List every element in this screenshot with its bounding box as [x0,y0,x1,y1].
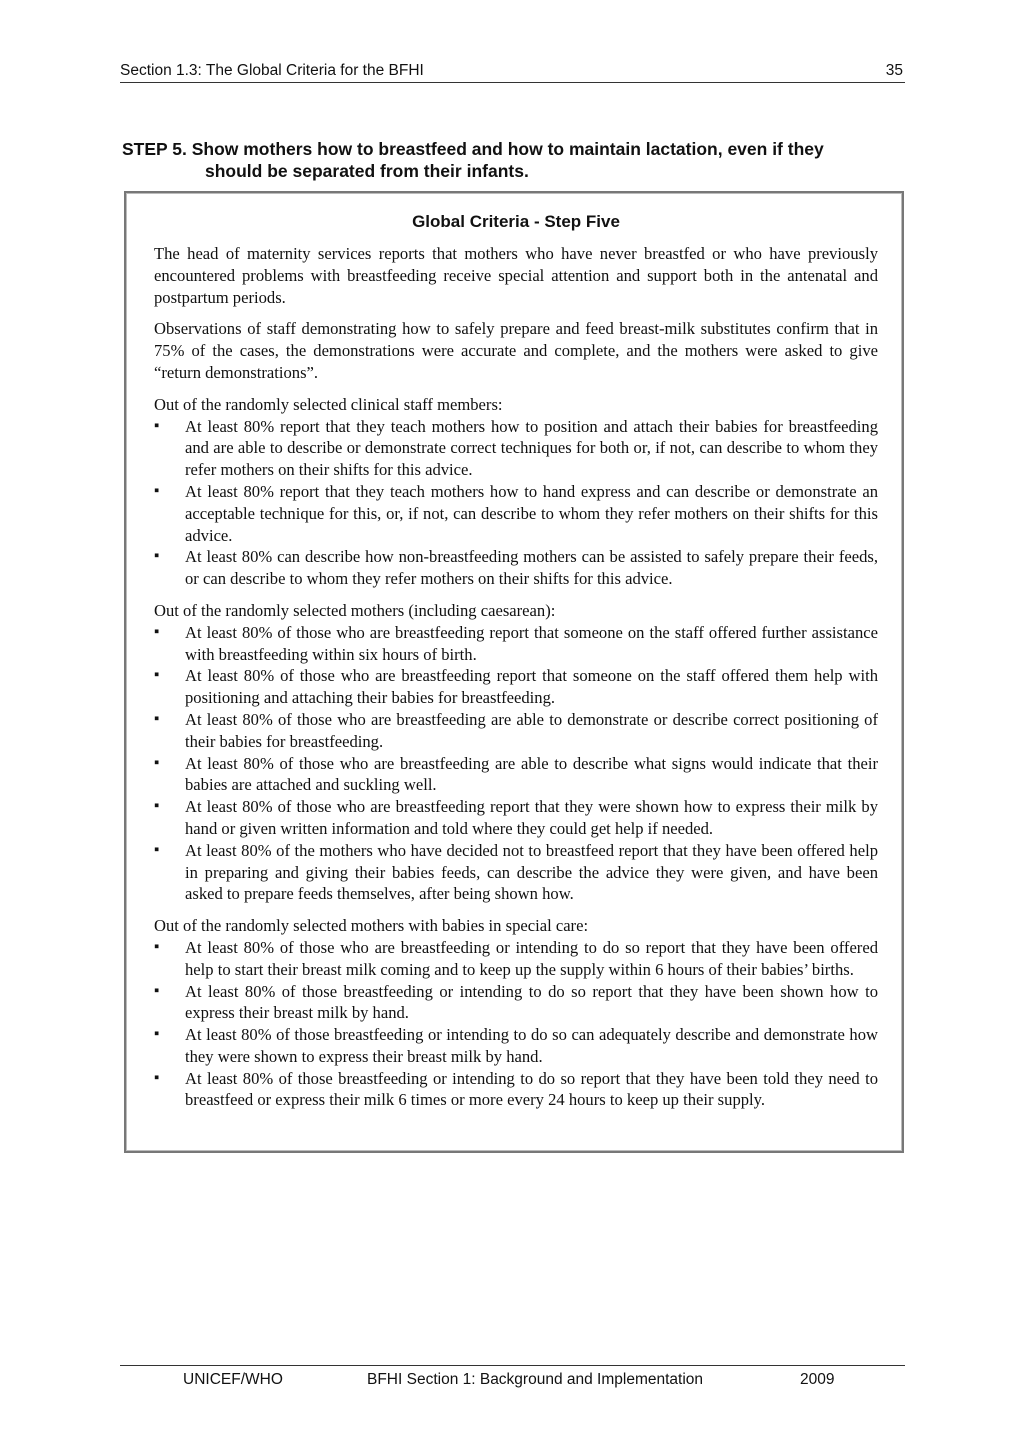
paragraph-observations: Observations of staff demonstrating how to safely prepare and feed breast-milk substitutes confirm that in 75% of the cases, the demonstrations were accurate and complete, and the mothers were asked to give “return demonstrations”. [154,319,878,382]
page-number: 35 [885,62,903,79]
criteria-list-staff [154,416,878,590]
list-item: ▪ At least 80% of those who are breastfeeding or intending to do so report that they have been offered help to start their breast milk coming and to keep up the supply within 6 hours of their babies’ births. [154,937,878,981]
paragraph-head-of-services: The head of maternity services reports that mothers who have never breastfed or who have previously encountered problems with breastfeeding receive special attention and support both in the antenatal and postpartum periods. [154,244,878,307]
criteria-list-special-care [154,937,878,1111]
list-item: ▪ At least 80% of those who are breastfeeding report that someone on the staff offered them help with positioning and attaching their babies for breastfeeding. [154,665,878,709]
list-item: ▪ At least 80% report that they teach mothers how to hand express and can describe or demonstrate an acceptable technique for this, or, if not, can describe to whom they refer mothers on their shifts for this advice. [154,481,878,546]
list-item: ▪ At least 80% can describe how non-breastfeeding mothers can be assisted to safely prepare their feeds, or can describe to whom they refer mothers on their shifts for this advice. [154,546,878,590]
list-item: ▪ At least 80% of those who are breastfeeding are able to demonstrate or describe correct positioning of their babies for breastfeeding. [154,709,878,753]
criteria-box [124,191,904,1153]
page-header [120,60,905,83]
step-heading-line1: STEP 5. Show mothers how to breastfeed and how to maintain lactation, even if they [122,139,824,159]
list-item: ▪ At least 80% of those breastfeeding or intending to do so report that they have been shown how to express their breast milk by hand. [154,981,878,1025]
list-item: ▪ At least 80% of the mothers who have decided not to breastfeed report that they have been offered help in preparing and giving their babies feeds, can describe the advice they were given, and have been asked to prepare feeds themselves, after being shown how. [154,840,878,905]
list-item: ▪ At least 80% of those breastfeeding or intending to do so can adequately describe and demonstrate how they were shown to express their breast milk by hand. [154,1024,878,1068]
footer-document: BFHI Section 1: Background and Implementation [367,1371,704,1388]
step-heading [122,138,902,182]
section-intro-mothers: Out of the randomly selected mothers (including caesarean): [154,600,556,620]
list-item: ▪ At least 80% of those who are breastfeeding report that someone on the staff offered further assistance with breastfeeding within six hours of birth. [154,622,878,666]
page-footer [120,1365,905,1388]
list-item: ▪ At least 80% of those who are breastfeeding are able to describe what signs would indicate that their babies are attached and suckling well. [154,753,878,797]
criteria-list-mothers [154,622,878,905]
criteria-box-content [154,209,878,1121]
footer-org: UNICEF/WHO [183,1371,283,1388]
section-intro-staff: Out of the randomly selected clinical staff members: [154,394,503,414]
list-item: ▪ At least 80% of those breastfeeding or intending to do so report that they have been told they need to breastfeed or express their milk 6 times or more every 24 hours to keep up their supply. [154,1068,878,1112]
section-title: Section 1.3: The Global Criteria for the BFHI [120,62,424,79]
list-item: ▪ At least 80% of those who are breastfeeding report that they were shown how to express their milk by hand or given written information and told where they could get help if needed. [154,796,878,840]
section-intro-special-care: Out of the randomly selected mothers with babies in special care: [154,916,589,936]
step-heading-line2: should be separated from their infants. [205,161,529,181]
footer-year: 2009 [800,1371,835,1388]
list-item: ▪ At least 80% report that they teach mothers how to position and attach their babies for breastfeeding and are able to describe or demonstrate correct techniques for both or, if not, can describe to whom they refer mothers on their shifts for this advice. [154,416,878,481]
criteria-box-title: Global Criteria - Step Five [412,212,620,231]
